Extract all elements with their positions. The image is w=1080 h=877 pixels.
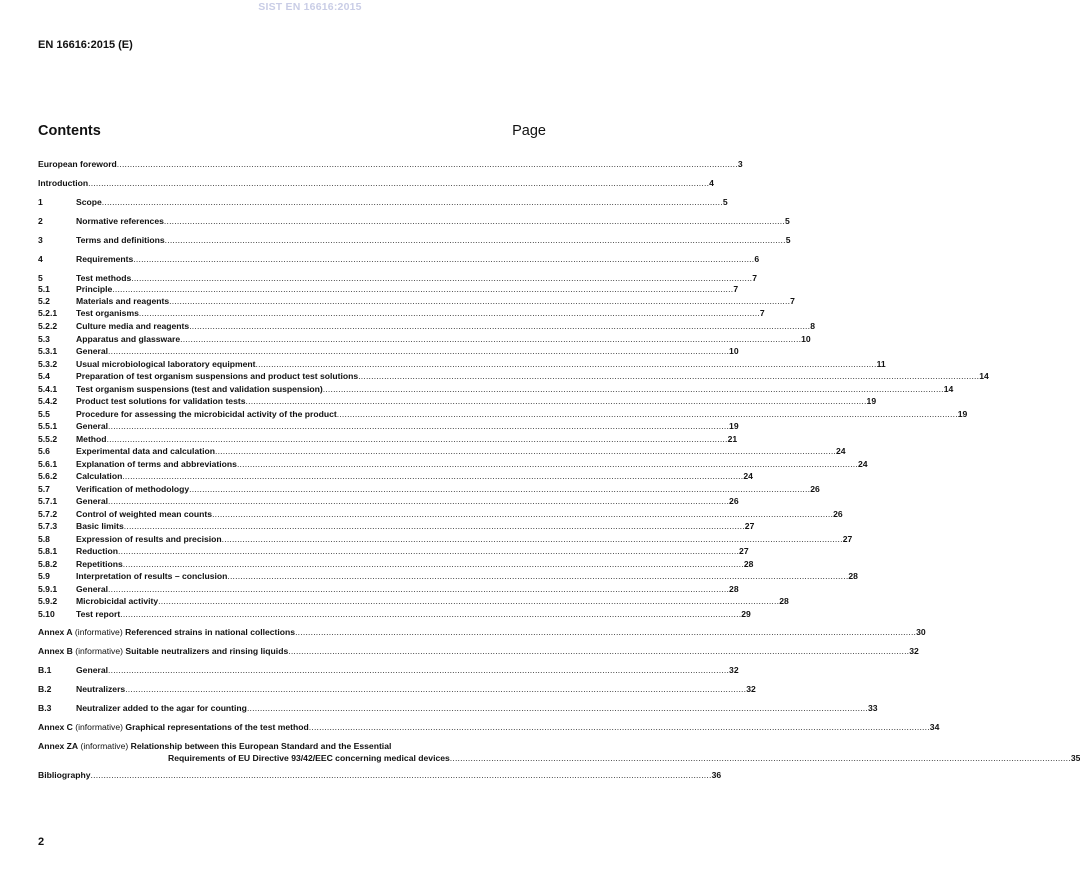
toc-entry[interactable] xyxy=(38,558,754,570)
toc-entry-number: 5.3 xyxy=(38,333,50,344)
toc-leader-dots: ................................................................................................................................................................................................................................................ xyxy=(122,471,744,481)
toc-entry-title: Reduction xyxy=(76,546,119,556)
toc-entry-title: Verification of methodology xyxy=(76,483,190,494)
toc-entry-page: 26 xyxy=(810,483,820,494)
toc-entry-number: 5.8.2 xyxy=(38,558,58,569)
toc-entry-number: 5.7.1 xyxy=(38,496,58,506)
toc-entry[interactable] xyxy=(38,596,789,607)
toc-entry-number: 5.4.1 xyxy=(38,383,58,394)
toc-entry-page: 36 xyxy=(711,770,722,780)
toc-entry-title: Requirements xyxy=(76,254,134,264)
toc-entry[interactable] xyxy=(38,283,739,295)
toc-leader-dots: ................................................................................................................................................................................................................................................ xyxy=(221,533,843,544)
toc-entry-title: Terms and definitions xyxy=(76,235,165,245)
toc-leader-dots: ................................................................................................................................................................................................................................................ xyxy=(163,216,785,226)
toc-leader-dots: ................................................................................................................................................................................................................................................ xyxy=(227,571,849,581)
toc-entry-number: B.1 xyxy=(38,665,52,675)
toc-leader-dots: ................................................................................................................................................................................................................................................ xyxy=(108,665,730,675)
toc-entry-informative: (informative) xyxy=(72,646,126,656)
toc-leader-dots: ................................................................................................................................................................................................................................................ xyxy=(288,646,910,656)
toc-leader-dots: ................................................................................................................................................................................................................................................ xyxy=(116,159,738,169)
toc-entry-title: Microbicidal activity xyxy=(76,596,159,606)
toc-entry-page: 28 xyxy=(779,596,789,606)
toc-entry[interactable] xyxy=(38,273,758,284)
toc-entry-page: 27 xyxy=(739,546,749,556)
toc-leader-dots: ................................................................................................................................................................................................................................................ xyxy=(88,178,710,188)
toc-entry-number: 5.6.2 xyxy=(38,471,58,481)
toc-entry[interactable] xyxy=(38,159,743,170)
toc-leader-dots: ................................................................................................................................................................................................................................................ xyxy=(131,273,753,283)
toc-entry-number: 5.9 xyxy=(38,571,50,581)
toc-entry-subtitle: Relationship between this European Standard and the Essential xyxy=(130,741,392,751)
toc-entry-number: 4 xyxy=(38,254,43,264)
toc-entry-title: Culture media and reagents xyxy=(76,321,190,331)
toc-entry-number: 5.7.3 xyxy=(38,521,58,531)
toc-leader-dots: ................................................................................................................................................................................................................................................ xyxy=(106,433,728,444)
toc-entry-number: 5.2.1 xyxy=(38,308,58,318)
toc-entry[interactable] xyxy=(38,358,886,370)
toc-entry-title: General xyxy=(76,496,109,506)
toc-entry-page: 27 xyxy=(744,521,755,531)
toc-entry[interactable] xyxy=(38,627,926,638)
toc-entry-page: 26 xyxy=(729,496,739,506)
toc-entry-title: General xyxy=(76,421,109,431)
toc-entry-title: Annex A (informative) Referenced strains in national collections xyxy=(38,627,296,637)
toc-entry[interactable] xyxy=(38,235,791,246)
toc-entry[interactable] xyxy=(38,321,815,332)
toc-entry-number: 2 xyxy=(38,216,43,226)
toc-entry[interactable] xyxy=(38,471,753,482)
toc-entry-title: European foreword xyxy=(38,159,117,169)
toc-entry-page: 19 xyxy=(729,421,739,431)
toc-leader-dots: ................................................................................................................................................................................................................................................ xyxy=(112,283,734,294)
toc-entry[interactable] xyxy=(38,446,846,457)
toc-entry[interactable] xyxy=(38,254,760,265)
toc-entry-page: 10 xyxy=(801,333,811,344)
toc-entry-title: Control of weighted mean counts xyxy=(76,508,213,519)
toc-entry-title: Scope xyxy=(76,197,102,207)
toc-entry-informative: (informative) xyxy=(72,627,126,637)
toc-entry-page: 7 xyxy=(752,273,758,283)
toc-entry[interactable] xyxy=(38,583,739,595)
document-id: EN 16616:2015 (E) xyxy=(38,39,133,51)
toc-entry-title: Annex ZA xyxy=(38,741,79,751)
toc-leader-dots: ................................................................................................................................................................................................................................................ xyxy=(123,521,745,531)
toc-entry-title: Explanation of terms and abbreviations xyxy=(76,458,237,469)
toc-entry-number: 5.5.1 xyxy=(38,421,58,431)
toc-entry-number: B.2 xyxy=(38,684,52,694)
toc-leader-dots: ................................................................................................................................................................................................................................................ xyxy=(189,321,811,331)
toc-entry-page: 21 xyxy=(727,433,738,444)
toc-entry[interactable] xyxy=(38,371,989,382)
toc-leader-dots: ................................................................................................................................................................................................................................................ xyxy=(449,753,1071,763)
toc-leader-dots: ................................................................................................................................................................................................................................................ xyxy=(101,197,723,207)
toc-entry[interactable] xyxy=(38,308,765,319)
toc-entry-page: 32 xyxy=(909,646,919,656)
toc-leader-dots: ................................................................................................................................................................................................................................................ xyxy=(108,583,730,594)
toc-leader-dots: ................................................................................................................................................................................................................................................ xyxy=(120,608,742,619)
toc-entry[interactable] xyxy=(38,741,1080,765)
toc-leader-dots: ................................................................................................................................................................................................................................................ xyxy=(133,254,755,264)
toc-entry-title: Expression of results and precision xyxy=(76,533,222,544)
toc-entry-page: 29 xyxy=(741,608,751,619)
toc-entry[interactable] xyxy=(38,197,728,208)
toc-entry-informative: (informative) xyxy=(72,722,126,732)
toc-entry-title: Neutralizers xyxy=(76,684,126,694)
toc-entry-number: 5.10 xyxy=(38,608,55,619)
toc-entry[interactable] xyxy=(38,608,751,620)
toc-leader-dots: ................................................................................................................................................................................................................................................ xyxy=(164,235,786,245)
toc-entry[interactable] xyxy=(38,383,954,395)
toc-entry-page: 32 xyxy=(729,665,739,675)
toc-entry-page: 7 xyxy=(759,308,765,318)
toc-entry[interactable] xyxy=(38,770,722,781)
toc-entry[interactable] xyxy=(38,521,755,532)
toc-entry-title: Bibliography xyxy=(38,770,91,780)
toc-entry-page: 5 xyxy=(785,235,791,245)
toc-entry-number: 5.5 xyxy=(38,408,50,419)
toc-entry-number: 5.9.1 xyxy=(38,583,58,594)
toc-entry-number: 5.8 xyxy=(38,533,50,544)
toc-entry[interactable] xyxy=(38,433,738,445)
toc-entry-page: 30 xyxy=(916,627,926,637)
toc-entry-number: 5.6 xyxy=(38,446,50,456)
toc-leader-dots: ................................................................................................................................................................................................................................................ xyxy=(138,308,760,318)
toc-entry-title: Test organism suspensions (test and validation suspension) xyxy=(76,383,323,394)
toc-entry[interactable] xyxy=(38,396,877,407)
toc-entry-number: 5.4.2 xyxy=(38,396,58,406)
toc-entry-number: 5.6.1 xyxy=(38,458,58,469)
page-column-label: Page xyxy=(512,123,546,139)
toc-entry-number: B.3 xyxy=(38,703,52,713)
toc-entry-page: 26 xyxy=(833,508,843,519)
toc-entry[interactable] xyxy=(38,533,853,545)
toc-entry[interactable] xyxy=(38,178,714,189)
toc-entry[interactable] xyxy=(38,421,739,432)
toc-leader-dots: ................................................................................................................................................................................................................................................ xyxy=(189,483,811,494)
toc-entry[interactable] xyxy=(38,408,968,420)
toc-entry-page: 8 xyxy=(810,321,815,331)
toc-entry[interactable] xyxy=(38,665,739,676)
toc-entry-number: 5.2 xyxy=(38,296,50,306)
toc-entry-page: 24 xyxy=(836,446,846,456)
toc-entry[interactable] xyxy=(38,722,940,733)
toc-leader-dots: ................................................................................................................................................................................................................................................ xyxy=(125,684,747,694)
toc-leader-dots: ................................................................................................................................................................................................................................................ xyxy=(108,496,730,506)
toc-entry-title: Repetitions xyxy=(76,558,123,569)
toc-entry-page: 7 xyxy=(733,283,739,294)
toc-entry-page: 33 xyxy=(867,703,878,713)
contents-heading: Contents xyxy=(38,123,101,139)
toc-leader-dots: ................................................................................................................................................................................................................................................ xyxy=(236,458,858,469)
toc-leader-dots: ................................................................................................................................................................................................................................................ xyxy=(295,627,917,637)
toc-entry-number: 5.5.2 xyxy=(38,433,58,444)
toc-entry-page: 19 xyxy=(957,408,968,419)
watermark: SIST EN 16616:2015 xyxy=(258,1,362,13)
toc-entry-title: Materials and reagents xyxy=(76,296,170,306)
toc-entry-title: Annex C (informative) Graphical representations of the test method xyxy=(38,722,309,732)
toc-leader-dots: ................................................................................................................................................................................................................................................ xyxy=(118,546,740,556)
toc-entry-title: Product test solutions for validation tests xyxy=(76,396,246,406)
toc-entry[interactable] xyxy=(38,684,756,695)
toc-entry-title: General xyxy=(76,346,109,356)
toc-entry[interactable] xyxy=(38,496,739,507)
toc-leader-dots: ................................................................................................................................................................................................................................................ xyxy=(246,703,868,713)
page-number: 2 xyxy=(38,836,45,848)
toc-leader-dots: ................................................................................................................................................................................................................................................ xyxy=(214,446,837,456)
toc-entry-page: 19 xyxy=(866,396,877,406)
toc-entry-title: Annex B (informative) Suitable neutralizers and rinsing liquids xyxy=(38,646,289,656)
toc-entry-page: 5 xyxy=(722,197,728,207)
toc-entry-number: 5.8.1 xyxy=(38,546,58,556)
toc-leader-dots: ................................................................................................................................................................................................................................................ xyxy=(308,722,930,732)
toc-leader-dots: ................................................................................................................................................................................................................................................ xyxy=(108,421,730,431)
toc-entry-title: Normative references xyxy=(76,216,164,226)
toc-entry-number: 5.4 xyxy=(38,371,50,381)
toc-leader-dots: ................................................................................................................................................................................................................................................ xyxy=(358,371,980,381)
toc-leader-dots: ................................................................................................................................................................................................................................................ xyxy=(336,408,958,419)
toc-entry-page: 28 xyxy=(729,583,739,594)
toc-entry[interactable] xyxy=(38,571,858,582)
toc-entry-page: 14 xyxy=(979,371,989,381)
toc-entry[interactable] xyxy=(38,216,790,227)
toc-entry[interactable] xyxy=(38,703,878,714)
toc-entry-number: 5.3.2 xyxy=(38,358,58,369)
toc-entry-title: Preparation of test organism suspensions and product test solutions xyxy=(76,371,359,381)
toc-entry-title: Principle xyxy=(76,283,113,294)
toc-entry-page: 28 xyxy=(848,571,858,581)
toc-entry[interactable] xyxy=(38,458,868,470)
toc-entry-title: Calculation xyxy=(76,471,123,481)
toc-entry-title: Interpretation of results – conclusion xyxy=(76,571,228,581)
toc-leader-dots: ................................................................................................................................................................................................................................................ xyxy=(90,770,712,780)
toc-entry-informative: (informative) xyxy=(78,741,131,751)
toc-entry-page: 10 xyxy=(729,346,739,356)
toc-entry-title: Experimental data and calculation xyxy=(76,446,215,456)
toc-entry-title: Test methods xyxy=(76,273,132,283)
toc-entry-number: 5.1 xyxy=(38,283,50,294)
toc-entry[interactable] xyxy=(38,333,811,345)
toc-entry[interactable] xyxy=(38,508,843,520)
toc-entry[interactable] xyxy=(38,346,739,357)
toc-entry-page: 24 xyxy=(743,471,753,481)
toc-entry-page: 27 xyxy=(842,533,853,544)
toc-entry-page: 34 xyxy=(929,722,940,732)
toc-entry-title: Apparatus and glassware xyxy=(76,333,181,344)
toc-entry-page: 5 xyxy=(784,216,790,226)
toc-entry-page: 28 xyxy=(743,558,754,569)
toc-entry-page: 24 xyxy=(857,458,868,469)
toc-leader-dots: ................................................................................................................................................................................................................................................ xyxy=(245,396,867,406)
toc-entry-number: 3 xyxy=(38,235,43,245)
toc-leader-dots: ................................................................................................................................................................................................................................................ xyxy=(169,296,791,306)
toc-leader-dots: ................................................................................................................................................................................................................................................ xyxy=(180,333,802,344)
toc-entry-title: Neutralizer added to the agar for counting xyxy=(76,703,247,713)
toc-entry-title: General xyxy=(76,665,109,675)
toc-entry-number: 5 xyxy=(38,273,43,283)
toc-entry-title: Requirements of EU Directive 93/42/EEC concerning medical devices xyxy=(168,753,450,763)
toc-entry-title: Procedure for assessing the microbicidal activity of the product xyxy=(76,408,337,419)
toc-entry-page: 4 xyxy=(709,178,714,188)
toc-entry-number: 1 xyxy=(38,197,43,207)
toc-leader-dots: ................................................................................................................................................................................................................................................ xyxy=(108,346,730,356)
toc-entry-title: General xyxy=(76,583,109,594)
toc-entry[interactable] xyxy=(38,483,820,495)
toc-entry-title: Introduction xyxy=(38,178,89,188)
toc-entry-number: 5.7 xyxy=(38,483,50,494)
toc-entry-page: 14 xyxy=(943,383,954,394)
toc-entry-page: 35 xyxy=(1070,753,1080,763)
toc-entry[interactable] xyxy=(38,546,749,557)
toc-entry-title: Test organisms xyxy=(76,308,139,318)
toc-entry-number: 5.2.2 xyxy=(38,321,58,331)
toc-entry-number: 5.9.2 xyxy=(38,596,58,606)
toc-entry-page: 7 xyxy=(790,296,795,306)
toc-entry-page: 6 xyxy=(754,254,760,264)
toc-entry-page: 11 xyxy=(876,358,886,369)
toc-leader-dots: ................................................................................................................................................................................................................................................ xyxy=(158,596,780,606)
toc-leader-dots: ................................................................................................................................................................................................................................................ xyxy=(212,508,834,519)
toc-entry[interactable] xyxy=(38,296,795,307)
toc-entry-title: Usual microbiological laboratory equipment xyxy=(76,358,256,369)
toc-entry-page: 32 xyxy=(746,684,756,694)
toc-entry-number: 5.7.2 xyxy=(38,508,58,519)
toc-leader-dots: ................................................................................................................................................................................................................................................ xyxy=(122,558,744,569)
toc-leader-dots: ................................................................................................................................................................................................................................................ xyxy=(322,383,944,394)
toc-entry[interactable] xyxy=(38,646,919,657)
toc-entry-title: Test report xyxy=(76,608,121,619)
toc-entry-title: Basic limits xyxy=(76,521,124,531)
toc-entry-page: 3 xyxy=(737,159,743,169)
toc-entry-number: 5.3.1 xyxy=(38,346,58,356)
toc-entry-title: Method xyxy=(76,433,107,444)
toc-leader-dots: ................................................................................................................................................................................................................................................ xyxy=(255,358,877,369)
